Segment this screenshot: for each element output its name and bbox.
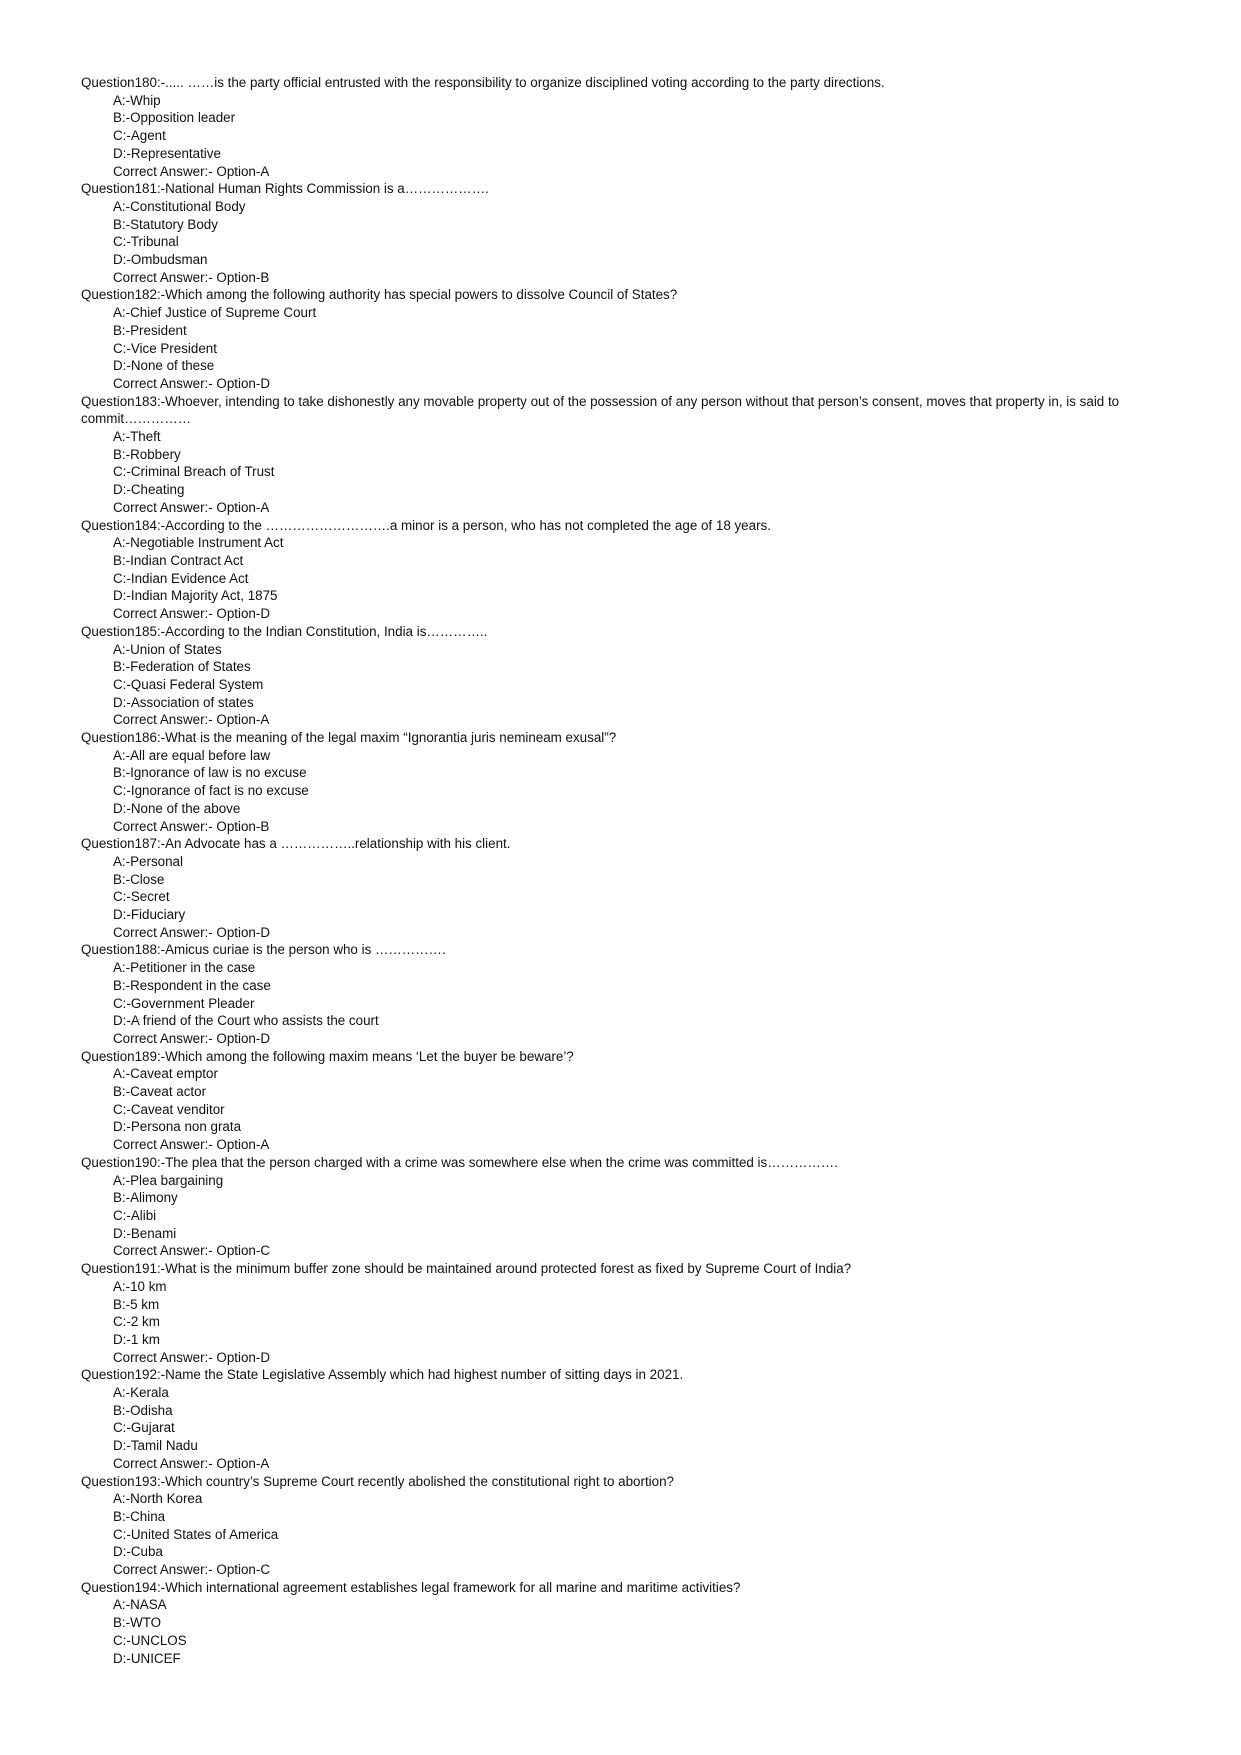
answer-option: C:-Caveat venditor — [113, 1101, 225, 1117]
question-stem — [81, 517, 1161, 535]
answer-option: B:-China — [113, 1508, 166, 1524]
answer-option: C:-Agent — [113, 128, 166, 144]
correct-answer: Correct Answer:- Option-D — [113, 924, 271, 940]
answer-option: A:-Theft — [113, 429, 161, 445]
question-text: :-What is the meaning of the legal maxim “Ignorantia juris nemineam exusal”? — [156, 730, 617, 746]
question-text: :-Whoever, intending to take dishonestly any movable property out of the possession of any person without that person’s consent, moves that property in, is said to commit…………… — [81, 393, 1120, 427]
question-block — [81, 1579, 1161, 1668]
question-block — [81, 941, 1161, 1047]
correct-answer: Correct Answer:- Option-B — [113, 269, 270, 285]
question-block — [81, 1366, 1161, 1472]
question-block — [81, 1154, 1161, 1260]
answer-option: C:-Criminal Breach of Trust — [113, 464, 275, 480]
question-text: :-Amicus curiae is the person who is ……………. — [156, 942, 446, 958]
correct-answer: Correct Answer:- Option-A — [113, 712, 270, 728]
answer-option: B:-Statutory Body — [113, 216, 218, 232]
answer-option: D:-Ombudsman — [113, 252, 208, 268]
answer-option: A:-Negotiable Instrument Act — [113, 535, 284, 551]
answer-option: D:-Cheating — [113, 482, 185, 498]
question-stem — [81, 180, 1161, 198]
question-number: Question193 — [81, 1473, 157, 1489]
question-text: :-Which international agreement establishes legal framework for all marine and maritime activities? — [156, 1579, 741, 1595]
question-number: Question188 — [81, 942, 157, 958]
answer-option: C:-Tribunal — [113, 234, 179, 250]
question-block — [81, 393, 1161, 517]
question-number: Question194 — [81, 1579, 157, 1595]
answer-option: D:-None of these — [113, 358, 215, 374]
answer-option: D:-Association of states — [113, 694, 254, 710]
answer-option: D:-None of the above — [113, 800, 241, 816]
answer-option: D:-Fiduciary — [113, 907, 186, 923]
question-number: Question191 — [81, 1261, 157, 1277]
answer-option: A:-10 km — [113, 1278, 167, 1294]
question-number: Question181 — [81, 181, 157, 197]
question-block — [81, 1473, 1161, 1579]
correct-answer: Correct Answer:- Option-A — [113, 1137, 270, 1153]
question-block — [81, 180, 1161, 286]
answer-option: B:-Caveat actor — [113, 1084, 207, 1100]
question-stem — [81, 941, 1161, 959]
question-stem — [81, 1260, 1161, 1278]
question-number: Question184 — [81, 517, 157, 533]
question-text: :-An Advocate has a ……………..relationship with his client. — [156, 836, 511, 852]
answer-option: D:-UNICEF — [113, 1650, 181, 1666]
answer-option: B:-President — [113, 322, 187, 338]
answer-option: A:-Caveat emptor — [113, 1066, 218, 1082]
question-number: Question190 — [81, 1154, 157, 1170]
answer-option: C:-Government Pleader — [113, 995, 255, 1011]
question-stem — [81, 1048, 1161, 1066]
correct-answer: Correct Answer:- Option-B — [113, 818, 270, 834]
question-stem — [81, 623, 1161, 641]
answer-option: C:-Alibi — [113, 1208, 157, 1223]
correct-answer: Correct Answer:- Option-D — [113, 375, 271, 391]
question-stem — [81, 729, 1161, 747]
question-text: :-National Human Rights Commission is a………………. — [156, 181, 489, 197]
answer-option: A:-Kerala — [113, 1385, 169, 1401]
answer-option: A:-Plea bargaining — [113, 1172, 224, 1188]
answer-option: B:-Robbery — [113, 446, 181, 462]
answer-option: A:-NASA — [113, 1597, 167, 1613]
question-block — [81, 623, 1161, 729]
question-number: Question187 — [81, 836, 157, 852]
question-number: Question192 — [81, 1367, 157, 1383]
question-stem — [81, 393, 1161, 428]
answer-option: D:-Representative — [113, 145, 221, 161]
answer-option: B:-Federation of States — [113, 659, 251, 675]
answer-option: A:-Whip — [113, 92, 161, 108]
correct-answer: Correct Answer:- Option-A — [113, 163, 270, 179]
answer-option: A:-Union of States — [113, 641, 222, 657]
answer-option: C:-Quasi Federal System — [113, 676, 264, 692]
correct-answer: Correct Answer:- Option-C — [113, 1562, 271, 1578]
correct-answer: Correct Answer:- Option-A — [113, 499, 270, 515]
answer-option: A:-Petitioner in the case — [113, 960, 256, 976]
question-text: :-The plea that the person charged with a crime was somewhere else when the crime was committed is……………. — [156, 1154, 838, 1170]
question-number: Question185 — [81, 623, 157, 639]
question-document — [81, 74, 1161, 1667]
question-block — [81, 835, 1161, 941]
question-text: :-What is the minimum buffer zone should be maintained around protected forest as fixed by Supreme Court of India? — [156, 1261, 852, 1277]
question-number: Question189 — [81, 1048, 157, 1064]
question-block — [81, 729, 1161, 835]
answer-option: D:-1 km — [113, 1331, 160, 1347]
question-text: :-According to the Indian Constitution, India is………….. — [156, 623, 488, 639]
answer-option: B:-Ignorance of law is no excuse — [113, 765, 307, 781]
question-stem — [81, 1473, 1161, 1491]
question-text: :-..... ……is the party official entrusted with the responsibility to organize disciplined voting according to the party directions. — [156, 75, 885, 90]
question-stem — [81, 1154, 1161, 1172]
question-block — [81, 286, 1161, 392]
question-block — [81, 74, 1161, 180]
answer-option: A:-Chief Justice of Supreme Court — [113, 305, 317, 321]
question-stem — [81, 835, 1161, 853]
answer-option: B:-Odisha — [113, 1402, 173, 1418]
question-text: :-Name the State Legislative Assembly which had highest number of sitting days in 2021. — [156, 1367, 684, 1383]
answer-option: D:-Persona non grata — [113, 1119, 242, 1135]
answer-option: A:-North Korea — [113, 1491, 203, 1507]
answer-option: C:-UNCLOS — [113, 1632, 187, 1648]
question-text: :-According to the ……………………….a minor is a person, who has not completed the age of 18 years. — [156, 517, 771, 533]
answer-option: C:-United States of America — [113, 1526, 279, 1542]
answer-option: D:-Benami — [113, 1225, 177, 1241]
correct-answer: Correct Answer:- Option-D — [113, 1030, 271, 1046]
correct-answer: Correct Answer:- Option-C — [113, 1243, 271, 1259]
answer-option: C:-Indian Evidence Act — [113, 570, 249, 586]
question-number: Question180 — [81, 75, 157, 90]
answer-option: D:-Tamil Nadu — [113, 1438, 198, 1454]
question-stem — [81, 1366, 1161, 1384]
answer-option: C:-Gujarat — [113, 1420, 175, 1436]
answer-option: B:-WTO — [113, 1615, 162, 1631]
answer-option: A:-All are equal before law — [113, 747, 271, 763]
question-number: Question182 — [81, 287, 157, 303]
answer-option: D:-Cuba — [113, 1544, 163, 1560]
answer-option: B:-Close — [113, 871, 165, 887]
question-number: Question186 — [81, 730, 157, 746]
answer-option: C:-2 km — [113, 1314, 160, 1330]
answer-option: B:-Opposition leader — [113, 110, 236, 126]
correct-answer: Correct Answer:- Option-D — [113, 1349, 271, 1365]
correct-answer: Correct Answer:- Option-D — [113, 606, 271, 622]
question-stem — [81, 1579, 1161, 1597]
question-block — [81, 517, 1161, 623]
question-stem — [81, 74, 1161, 92]
question-number: Question183 — [81, 393, 157, 409]
question-block — [81, 1048, 1161, 1154]
question-block — [81, 1260, 1161, 1366]
question-text: :-Which country’s Supreme Court recently abolished the constitutional right to abortion? — [156, 1473, 674, 1489]
question-stem — [81, 286, 1161, 304]
answer-option: C:-Ignorance of fact is no excuse — [113, 783, 309, 799]
answer-option: B:-5 km — [113, 1296, 160, 1312]
correct-answer: Correct Answer:- Option-A — [113, 1455, 270, 1471]
answer-option: C:-Secret — [113, 889, 170, 905]
answer-option: C:-Vice President — [113, 340, 217, 356]
answer-option: B:-Respondent in the case — [113, 977, 271, 993]
question-text: :-Which among the following authority has special powers to dissolve Council of States? — [156, 287, 678, 303]
answer-option: A:-Personal — [113, 853, 183, 869]
answer-option: B:-Alimony — [113, 1190, 178, 1206]
answer-option: A:-Constitutional Body — [113, 198, 246, 214]
answer-option: B:-Indian Contract Act — [113, 552, 244, 568]
question-text: :-Which among the following maxim means ‘Let the buyer be beware’? — [156, 1048, 574, 1064]
answer-option: D:-Indian Majority Act, 1875 — [113, 588, 278, 604]
answer-option: D:-A friend of the Court who assists the court — [113, 1013, 379, 1029]
